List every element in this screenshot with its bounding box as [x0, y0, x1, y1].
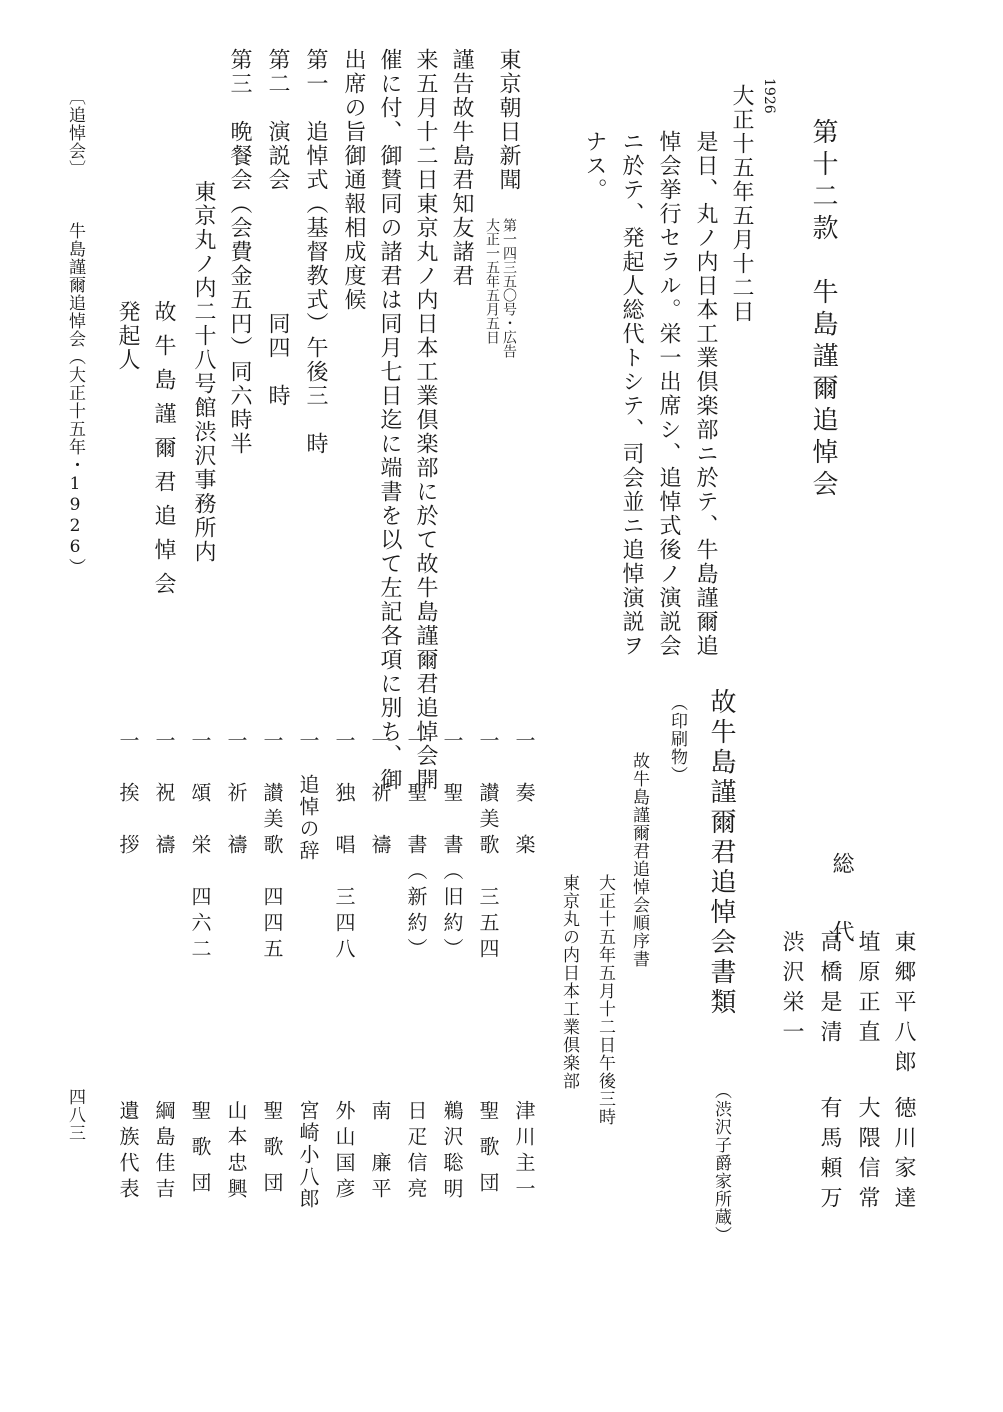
- program-performer-1: 津川主一: [512, 1100, 536, 1204]
- promoter-shibusawa: 渋沢栄一: [779, 930, 804, 1050]
- promoter-okuma: 大隈信常: [855, 1096, 880, 1216]
- program-performer-5: 南 廉平: [368, 1100, 392, 1204]
- page-number: 四八三: [65, 1088, 85, 1142]
- narrative-line-4: ナス。: [582, 130, 607, 202]
- program-performer-9: 山本忠興: [224, 1100, 248, 1204]
- footer-running-title: 牛島謹爾追悼会（大正十五年・1926）: [65, 222, 85, 576]
- program-item-11: 一 祝 禱: [152, 730, 176, 860]
- program-item-2: 一 讃美歌 三五四: [476, 730, 500, 964]
- promoter-togo: 東郷平八郎: [891, 930, 916, 1080]
- narrative-line-2: 悼会挙行セラル。栄一出席シ、追悼式後ノ演説会: [656, 130, 681, 658]
- program-performer-8: 聖歌団: [260, 1100, 284, 1208]
- newspaper-item-1: 第一 追悼式（基督教式）午後三 時: [303, 48, 328, 456]
- promoters-label: 総 代: [829, 852, 854, 954]
- section-date: 大正十五年五月十二日: [729, 84, 754, 324]
- program-title: 故牛島謹爾君追悼会順序書: [629, 752, 649, 968]
- program-item-3: 一 聖 書（旧約）: [440, 730, 464, 964]
- narrative-line-1: 是日、丸ノ内日本工業倶楽部ニ於テ、牛島謹爾追: [693, 130, 718, 658]
- program-performer-12: 遺族代表: [116, 1100, 140, 1204]
- promoter-hanihara: 埴原正直: [855, 930, 880, 1050]
- documents-type-label: （印刷物）: [667, 694, 687, 784]
- program-item-6: 一 独 唱 三四八: [332, 730, 356, 964]
- documents-title: 故牛島謹爾君追悼会書類: [706, 688, 736, 1018]
- program-item-12: 一 挨 拶: [116, 730, 140, 860]
- program-item-1: 一 奏 楽: [512, 730, 536, 860]
- newspaper-promoter-label: 発起人: [115, 300, 140, 372]
- newspaper-body-line-3: 出席の旨御通報相成度候: [341, 48, 366, 312]
- documents-provenance: （渋沢子爵家所蔵）: [711, 1082, 731, 1244]
- program-place: 東京丸の内日本工業倶楽部: [559, 874, 579, 1090]
- program-performer-7: 宮崎小八郎: [296, 1100, 320, 1210]
- year-note: 1926: [761, 78, 777, 114]
- newspaper-body-line-2: 催に付、御賛同の諸君は同月七日迄に端書を以て左記各項に別ち、御: [377, 48, 402, 792]
- promoter-takahashi: 高橋是清: [817, 930, 842, 1050]
- program-item-9: 一 祈 禱: [224, 730, 248, 860]
- program-item-7: 一 追悼の辞: [296, 730, 320, 862]
- program-performer-3: 鵜沢聡明: [440, 1100, 464, 1204]
- newspaper-issue-line-2: 大正一五年五月五日: [484, 218, 500, 344]
- footer-category: 〔追悼会〕: [65, 88, 85, 178]
- program-item-8: 一 讃美歌 四四五: [260, 730, 284, 964]
- promoter-tokugawa: 徳川家達: [891, 1096, 916, 1216]
- newspaper-greeting: 謹告故牛島君知友諸君: [449, 48, 474, 288]
- newspaper-name: 東京朝日新聞: [496, 48, 521, 192]
- program-performer-4: 日疋信亮: [404, 1100, 428, 1204]
- newspaper-item-3: 第三 晩餐会（会費金五円）同六時半: [227, 48, 252, 456]
- program-datetime: 大正十五年五月十二日午後三時: [595, 874, 615, 1126]
- narrative-line-3: ニ於テ、発起人総代トシテ、司会並ニ追悼演説ヲ: [619, 130, 644, 658]
- program-performer-11: 綱島佳吉: [152, 1100, 176, 1204]
- newspaper-address: 東京丸ノ内二十八号館渋沢事務所内: [191, 180, 216, 564]
- program-item-4: 一 聖 書（新約）: [404, 730, 428, 964]
- program-performer-6: 外山国彦: [332, 1100, 356, 1204]
- promoter-arima: 有馬頼万: [817, 1096, 842, 1216]
- program-item-5: 一 祈 禱: [368, 730, 392, 860]
- section-title: 第十二款 牛島謹爾追悼会: [808, 118, 838, 502]
- program-performer-10: 聖歌団: [188, 1100, 212, 1208]
- newspaper-committee: 故牛島謹爾君追悼会: [151, 300, 176, 606]
- newspaper-body-line-1: 来五月十二日東京丸ノ内日本工業倶楽部に於て故牛島謹爾君追悼会開: [413, 48, 438, 792]
- newspaper-item-2: 第二 演説会 同四 時: [265, 48, 290, 408]
- newspaper-issue-line-1: 第一四三五〇号・広告: [501, 218, 517, 358]
- program-item-10: 一 頌 栄 四六二: [188, 730, 212, 964]
- program-performer-2: 聖歌団: [476, 1100, 500, 1208]
